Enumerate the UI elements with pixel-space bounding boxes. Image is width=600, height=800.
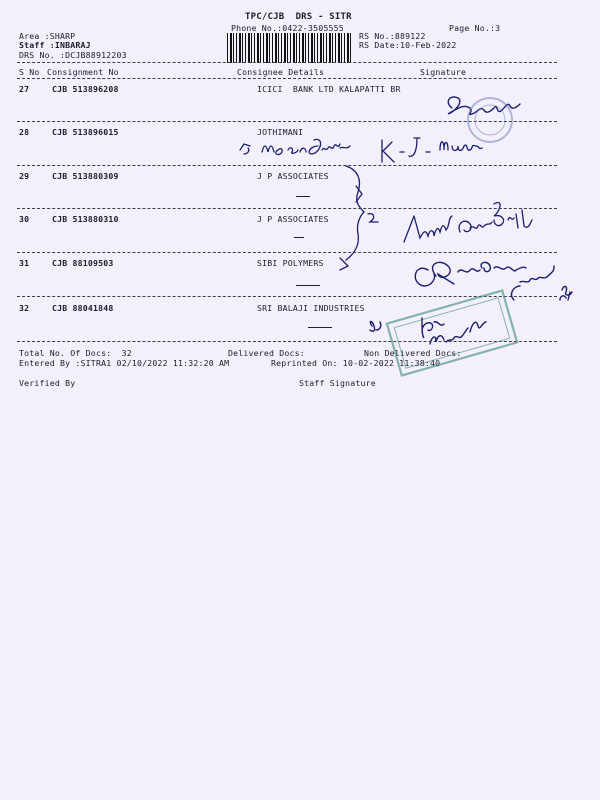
drs-number: DRS No. :DCJB88912203 [19,50,127,60]
row-consignment: CJB 513896015 [52,127,119,137]
row-consignee: SRI BALAJI INDUSTRIES [257,303,365,313]
total-docs: Total No. Of Docs: 32 [19,348,132,358]
signature-rows29-30 [404,203,532,242]
stamp-round [468,98,512,142]
signature-row28 [240,138,482,162]
column-header-sno: S No [19,67,40,77]
verified-by: Verified By [19,378,76,388]
signature-row32 [370,318,486,344]
rs-date: RS Date:10-Feb-2022 [359,40,457,50]
staff-signature-label: Staff Signature [299,378,376,388]
row-consignee: ICICI BANK LTD KALAPATTI BR [257,84,401,94]
phone-number: Phone No.:0422-3505555 [231,23,344,33]
row-consignment: CJB 88109503 [52,258,114,268]
row-sno: 32 [19,303,30,313]
row-sno: 27 [19,84,30,94]
row-consignment: CJB 513880309 [52,171,119,181]
reprinted-on: Reprinted On: 10-02-2022 11:38:40 [271,358,441,368]
document-title: TPC/CJB DRS - SITR [245,12,352,22]
non-delivered-docs: Non Delivered Docs: [364,348,462,358]
row-sno: 31 [19,258,30,268]
row-consignment: CJB 513880310 [52,214,119,224]
column-header-consignee: Consignee Details [237,67,325,77]
page-number: Page No.:3 [449,23,501,33]
entered-by: Entered By :SITRA1 02/10/2022 11:32:20 AM [19,358,230,368]
staff-field: Staff :INBARAJ [19,40,91,50]
delivered-docs: Delivered Docs: [228,348,305,358]
stamp-rectangular [387,291,517,376]
row-consignee: J P ASSOCIATES [257,214,329,224]
area-field: Area :SHARP [19,31,76,41]
row-consignment: CJB 88041848 [52,303,114,313]
row-sno: 28 [19,127,30,137]
row-consignee: J P ASSOCIATES [257,171,329,181]
row-consignee: SIBI POLYMERS [257,258,324,268]
row-consignee: JOTHIMANI [257,127,304,137]
signature-row31 [415,262,572,300]
row-sno: 29 [19,171,30,181]
row-sno: 30 [19,214,30,224]
row-consignment: CJB 513896208 [52,84,119,94]
column-header-consignment: Consignment No [47,67,119,77]
bracket-mark [340,166,378,270]
rs-number: RS No.:889122 [359,31,426,41]
column-header-signature: Signature [420,67,467,77]
